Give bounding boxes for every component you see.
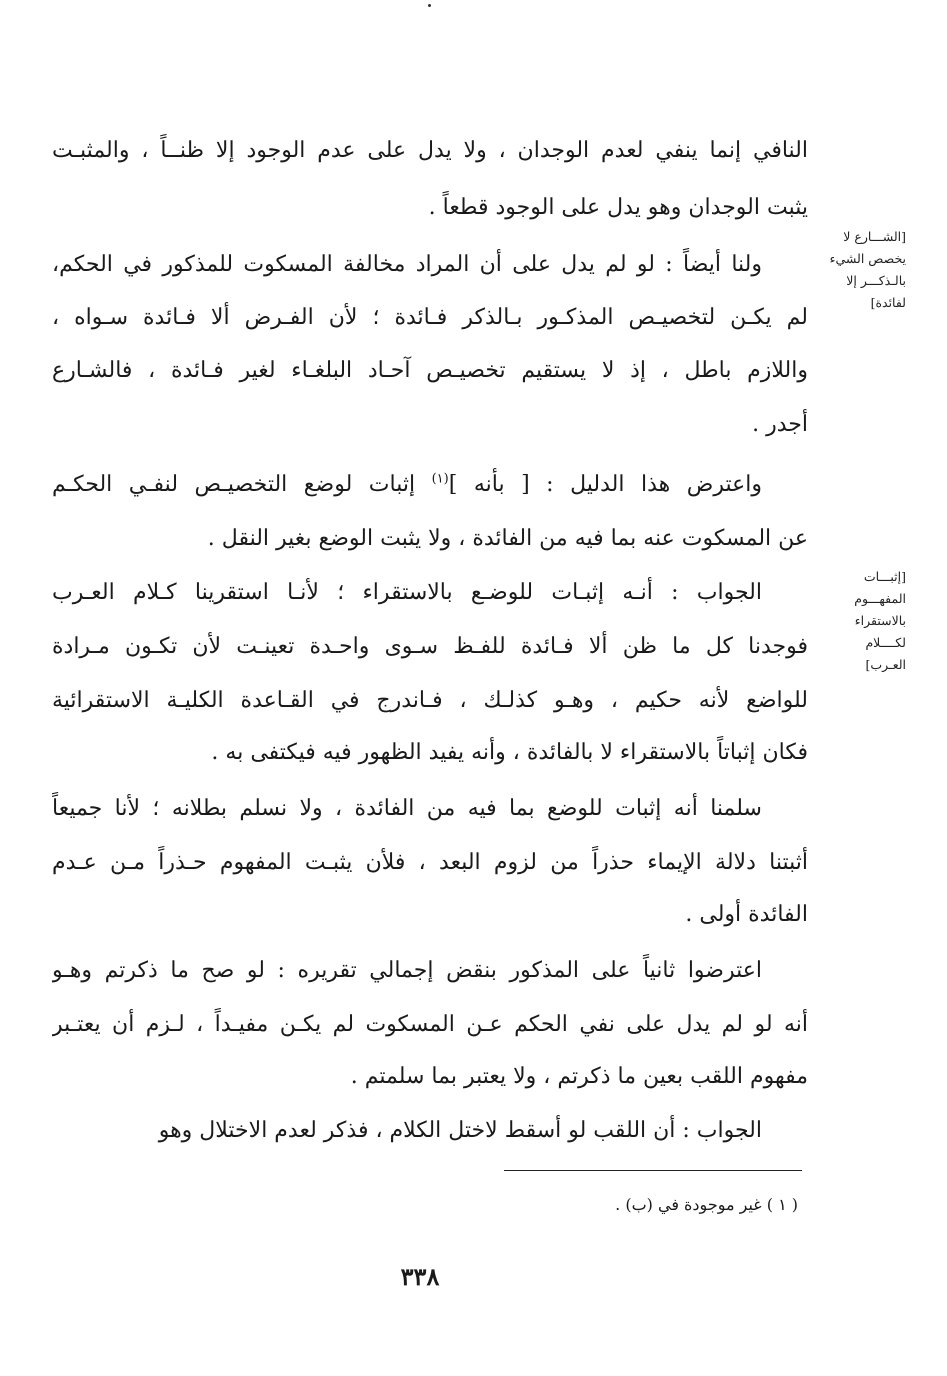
margin-note-line: بالـذكـــر إلا bbox=[846, 273, 906, 288]
top-mark bbox=[428, 4, 431, 7]
text-line: مفهوم اللقب بعين ما ذكرتم ، ولا يعتبر بما سلمتم . bbox=[350, 1064, 808, 1089]
text-line: الجواب : أنـه إثبـات للوضـع بالاستقراء ؛ لأنـا استقرينا كـلام العـرب bbox=[52, 580, 762, 605]
margin-note-line: يخصص الشيء bbox=[829, 251, 906, 266]
text-line: أجدر . bbox=[752, 412, 808, 437]
margin-note-line: لفائدة] bbox=[870, 295, 906, 310]
text-line: سلمنا أنه إثبات للوضع بما فيه من الفائدة ، ولا نسلم بطلانه ؛ لأنا جميعاً bbox=[52, 796, 762, 821]
text-line-objection bbox=[52, 460, 808, 510]
text-line: أنه لو لم يدل على نفي الحكم عـن المسكوت لم يكـن مفيـداً ، لـزم أن يعتـبر bbox=[52, 1012, 808, 1037]
margin-note-1 bbox=[816, 226, 906, 314]
margin-note-line: لكــــلام bbox=[865, 635, 906, 650]
margin-note-line: [الشـــارع لا bbox=[843, 229, 906, 244]
text-line: أثبتنا دلالة الإيماء حذراً من لزوم البعد ، فلأن يثبـت المفهوم حـذراً مـن عـدم bbox=[52, 850, 808, 875]
footnote: ( ١ ) غير موجودة في (ب) . bbox=[615, 1195, 798, 1214]
text-line: للواضع لأنه حكيم ، وهـو كذلـك ، فـاندرج في القـاعدة الكليـة الاستقرائية bbox=[52, 688, 808, 713]
footnote-divider bbox=[504, 1170, 802, 1171]
objection-after: إثبات لوضع التخصيـص لنفـي الحكـم bbox=[52, 472, 432, 497]
text-line: فوجدنا كل ما ظن ألا فـائدة للفـظ سـوى واحـدة تعينـت لأن تكـون مـرادة bbox=[52, 634, 808, 659]
text-line: عن المسكوت عنه بما فيه من الفائدة ، ولا يثبت الوضع بغير النقل . bbox=[207, 526, 808, 551]
text-line: النافي إنما ينفي لعدم الوجدان ، ولا يدل على عدم الوجود إلا ظنــاً ، والمثبـت bbox=[52, 138, 808, 163]
text-line: فكان إثباتاً بالاستقراء لا بالفائدة ، وأنه يفيد الظهور فيه فيكتفى به . bbox=[211, 740, 808, 765]
text-line: اعترضوا ثانياً على المذكور بنقض إجمالي تقريره : لو صح ما ذكرتم وهـو bbox=[52, 958, 762, 983]
text-line: الجواب : أن اللقب لو أسقط لاختل الكلام ، فذكر لعدم الاختلال وهو bbox=[158, 1118, 762, 1143]
margin-note-line: [إثبـــات bbox=[863, 569, 906, 584]
margin-note-line: بالاستقراء bbox=[854, 613, 906, 628]
objection-before: واعترض هذا الدليل : [ بأنه ] bbox=[448, 472, 762, 497]
page-number: ٣٣٨ bbox=[400, 1262, 440, 1291]
footnote-reference: (١) bbox=[431, 471, 449, 487]
margin-note-line: العـرب] bbox=[865, 657, 906, 672]
text-line: واللازم باطل ، إذ لا يستقيم تخصيـص آحـاد البلغـاء لغير فـائدة ، فالشـارع bbox=[52, 358, 808, 383]
margin-note-2 bbox=[816, 566, 906, 676]
text-line: الفائدة أولى . bbox=[685, 902, 808, 927]
text-line: لم يكـن لتخصيـص المذكـور بـالذكر فـائدة ؛ لأن الفـرض ألا فـائدة سـواه ، bbox=[52, 305, 808, 330]
text-line: ولنا أيضاً : لو لم يدل على أن المراد مخالفة المسكوت للمذكور في الحكم، bbox=[52, 252, 762, 277]
margin-note-line: المفهـــوم bbox=[854, 591, 906, 606]
text-line: يثبت الوجدان وهو يدل على الوجود قطعاً . bbox=[428, 195, 808, 220]
